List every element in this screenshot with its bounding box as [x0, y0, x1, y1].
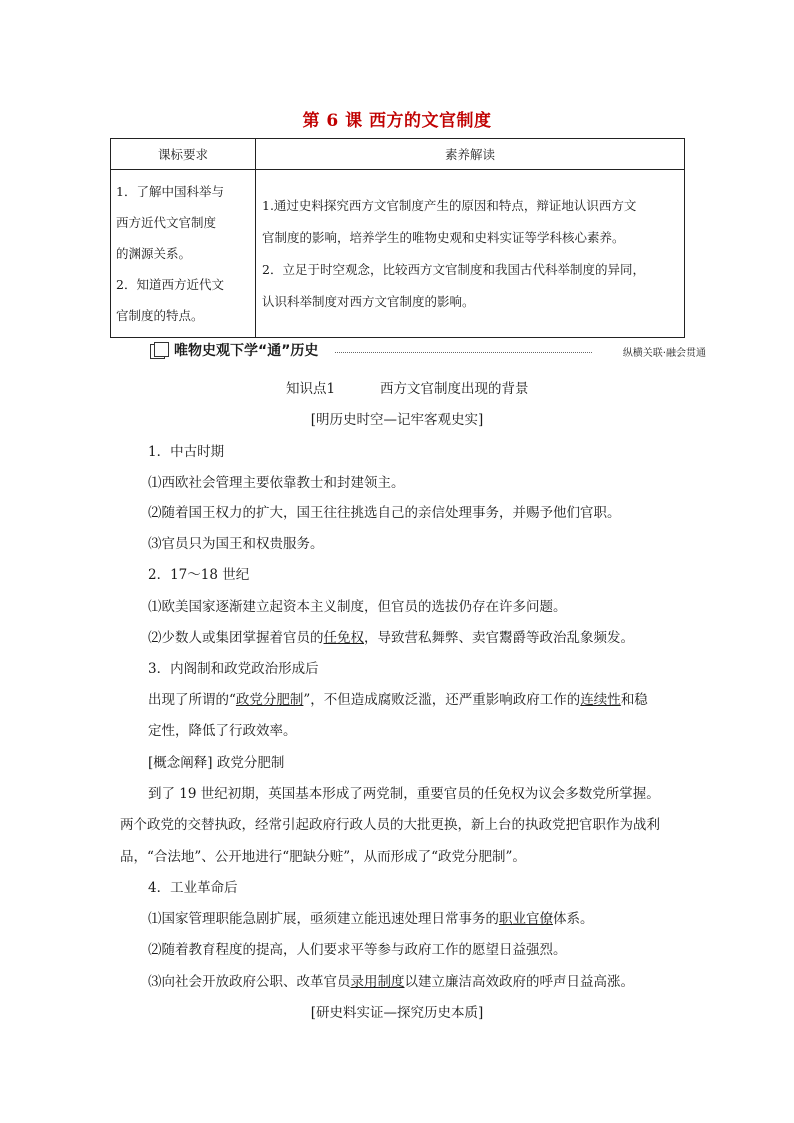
paragraph: ⑴国家管理职能急剧扩展，亟须建立能迅速处理日常事务的职业官僚体系。 — [148, 911, 594, 927]
paragraph: ⑴西欧社会管理主要依靠教士和封建领主。 — [148, 475, 405, 491]
underlined-term: 政党分肥制 — [235, 692, 304, 708]
heading-1: 1．中古时期 — [148, 444, 225, 460]
heading-3: 3．内阁制和政党政治形成后 — [148, 661, 319, 677]
requirement-line: 官制度的特点。 — [116, 308, 204, 323]
section-header — [150, 340, 710, 362]
paragraph: ⑵随着教育程度的提高，人们要求平等参与政府工作的愿望日益强烈。 — [148, 942, 567, 958]
requirement-line: 2．知道西方近代文 — [116, 277, 224, 292]
footer-subtitle: [研史料实证—探究历史本质] — [310, 1005, 484, 1021]
interpretation-line: 认识科举制度对西方文官制度的影响。 — [262, 294, 475, 309]
paragraph: ⑵随着国王权力的扩大，国王往往挑选自己的亲信处理事务，并赐予他们官职。 — [148, 505, 621, 521]
requirement-line: 西方近代文官制度 — [116, 215, 217, 230]
interpretation-line: 官制度的影响，培养学生的唯物史观和史料实证等学科核心素养。 — [262, 230, 625, 245]
knowledge-point-subtitle: [明历史时空—记牢客观史实] — [310, 412, 484, 428]
knowledge-point-label: 知识点1 — [286, 381, 336, 397]
header-literacy-interpretation: 素养解读 — [256, 139, 685, 170]
standards-table — [110, 138, 685, 338]
paragraph: ⑵少数人或集团掌握着官员的任免权，导致营私舞弊、卖官鬻爵等政治乱象频发。 — [148, 630, 634, 646]
heading-2: 2．17～18 世纪 — [148, 567, 250, 583]
table-row — [111, 170, 685, 338]
requirement-line: 1．了解中国科举与 — [116, 184, 224, 199]
paragraph: ⑶官员只为国王和权贵服务。 — [148, 536, 324, 552]
paragraph: ⑴欧美国家逐渐建立起资本主义制度，但官员的选拔仍存在许多问题。 — [148, 599, 567, 615]
section-square-icon — [150, 344, 165, 359]
section-title: 唯物史观下学“通”历史 — [174, 343, 319, 359]
underlined-term: 任免权 — [323, 630, 364, 646]
paragraph: 定性，降低了行政效率。 — [148, 723, 297, 739]
table-header-row — [111, 139, 685, 170]
paragraph: 两个政党的交替执政，经常引起政府行政人员的大批更换，新上台的执政党把官职作为战利 — [120, 817, 660, 833]
paragraph: 出现了所谓的“政党分肥制”，不但造成腐败泛滥，还严重影响政府工作的连续性和稳 — [148, 692, 648, 708]
requirements-cell — [111, 170, 256, 338]
interpretation-line: 1.通过史料探究西方文官制度产生的原因和特点，辩证地认识西方文 — [262, 198, 637, 213]
underlined-term: 连续性 — [580, 692, 621, 708]
concept-heading: [概念阐释] 政党分肥制 — [148, 755, 285, 771]
knowledge-point-title: 西方文官制度出现的背景 — [380, 381, 529, 397]
requirement-line: 的渊源关系。 — [116, 246, 192, 261]
section-divider — [335, 352, 592, 353]
section-tag: 纵横关联·融会贯通 — [622, 348, 706, 359]
interpretation-cell — [256, 170, 685, 338]
header-curriculum-requirements: 课标要求 — [111, 139, 256, 170]
underlined-term: 职业官僚 — [499, 911, 553, 927]
interpretation-line: 2．立足于时空观念，比较西方文官制度和我国古代科举制度的异同， — [262, 262, 645, 277]
paragraph: 到了 19 世纪初期，英国基本形成了两党制，重要官员的任免权为议会多数党所掌握。 — [148, 786, 660, 802]
paragraph: ⑶向社会开放政府公职、改革官员录用制度以建立廉洁高效政府的呼声日益高涨。 — [148, 974, 634, 990]
heading-4: 4．工业革命后 — [148, 880, 238, 896]
paragraph: 品，“合法地”、公开地进行“肥缺分赃”，从而形成了“政党分肥制”。 — [120, 849, 526, 865]
lesson-title: 第 6 课 西方的文官制度 — [302, 111, 492, 131]
underlined-term: 录用制度 — [350, 974, 405, 990]
